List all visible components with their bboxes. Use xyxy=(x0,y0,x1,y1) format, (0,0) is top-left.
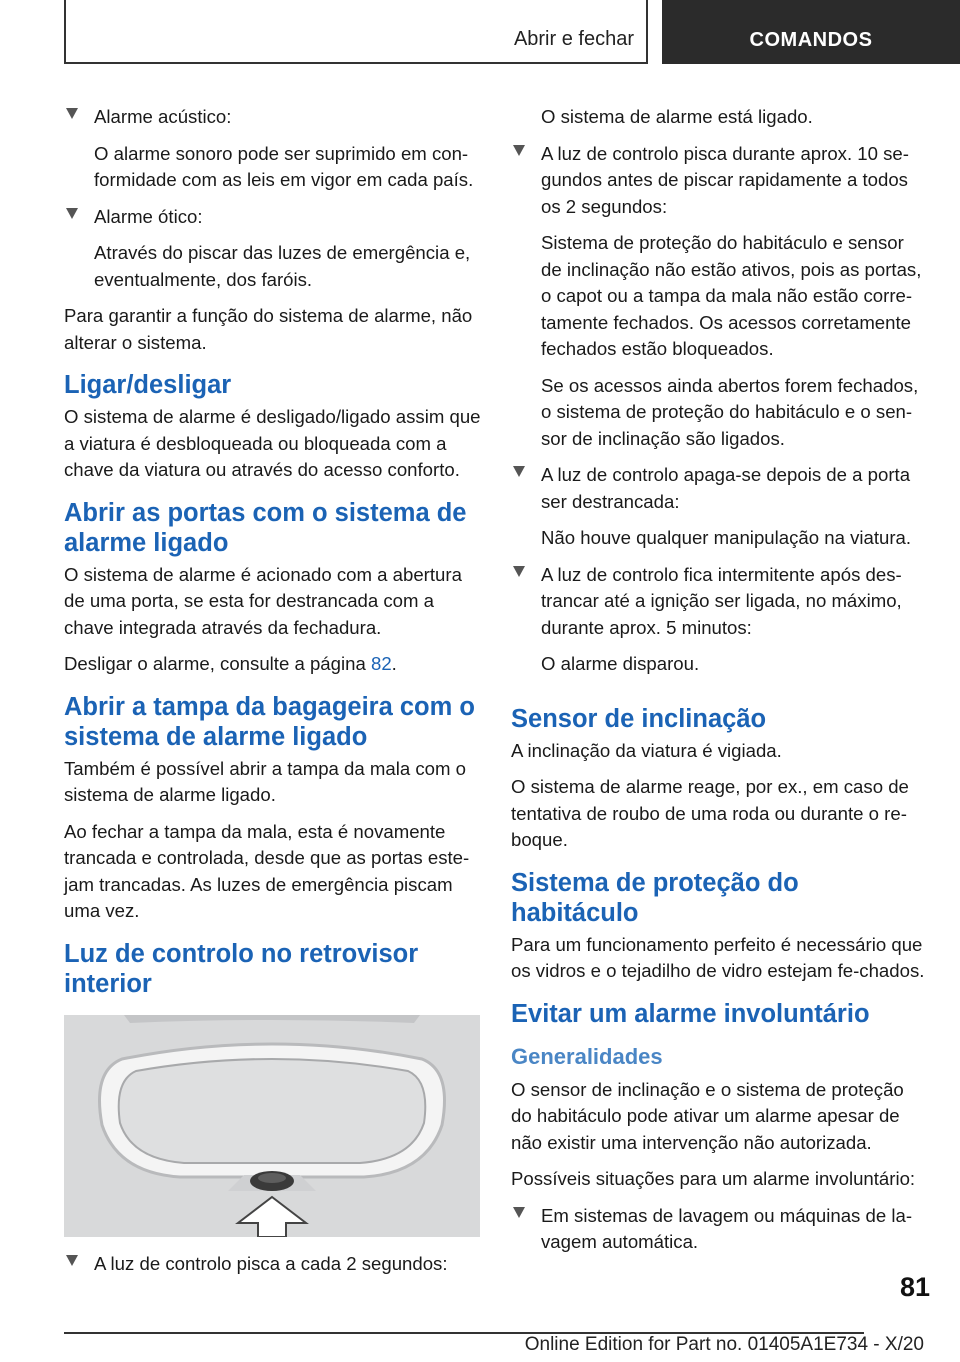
reference-suffix: . xyxy=(391,653,397,674)
paragraph: O sistema de alarme é desligado/ligado assim que a viatura é desbloqueada ou bloqueada com a chave da viatura ou através do acesso conforto. xyxy=(64,406,481,480)
header-section-title: Abrir e fechar xyxy=(513,28,634,50)
bullet-acoustic-alarm xyxy=(64,104,482,131)
page-link[interactable]: 82 xyxy=(370,653,392,674)
triangle-bullet-icon xyxy=(66,108,78,119)
paragraph: Possíveis situações para um alarme involuntário: xyxy=(511,1168,916,1189)
bullet-optical-alarm xyxy=(64,204,482,231)
triangle-bullet-icon xyxy=(66,1255,78,1266)
paragraph: Para garantir a função do sistema de alarme, não alterar o sistema. xyxy=(64,305,473,353)
heading-interior-protection: Sistema de proteção do habitáculo xyxy=(511,868,799,927)
heading-on-off: Ligar/desligar xyxy=(64,371,232,399)
paragraph-page-reference xyxy=(64,651,482,678)
paragraph: O sistema de alarme é acionado com a abertura de uma porta, se esta for destrancada com a chave integrada através da fechadura. xyxy=(64,563,462,638)
page-number: 81 xyxy=(899,1272,930,1302)
bullet-body: O alarme sonoro pode ser suprimido em con-formidade com as leis em vigor em cada país. xyxy=(94,142,474,190)
heading-avoid-false-alarm: Evitar um alarme involuntário xyxy=(511,999,870,1028)
bullet-title: Alarme ótico: xyxy=(94,205,203,227)
bullet-body: Sistema de proteção do habitáculo e sensor de inclinação não estão ativos, pois as portas, o capot ou a tampa da mala não estão corre-tamente fechados. Os acessos corretamente fechados estão bloqueados. xyxy=(541,232,922,359)
bullet-body: Se os acessos ainda abertos forem fechados, o sistema de proteção do habitáculo e o sen-sor de inclinação são ligados. xyxy=(541,374,919,449)
paragraph: Para um funcionamento perfeito é necessário que os vidros e o tejadilho de vidro estejam fe-chados. xyxy=(511,933,925,981)
rearview-mirror-illustration xyxy=(64,1015,480,1237)
bullet-text: A luz de controlo pisca a cada 2 segundos: xyxy=(94,1252,448,1274)
reference-text: Desligar o alarme, consulte a página xyxy=(64,653,366,674)
footer-edition: Online Edition for Part no. 01405A1E734 - X/20 xyxy=(524,1334,924,1355)
right-column xyxy=(511,104,926,1266)
heading-open-trunk: Abrir a tampa da bagageira com o sistema de alarme ligado xyxy=(64,692,475,751)
subheading-general: Generalidades xyxy=(511,1043,663,1069)
bullet-light-off xyxy=(511,462,926,515)
bullet-light-flashing xyxy=(511,562,926,642)
bullet-blink-2s xyxy=(64,1251,482,1278)
header-chapter-tab: COMANDOS xyxy=(662,0,960,64)
paragraph: A inclinação da viatura é vigiada. xyxy=(511,739,782,761)
paragraph: O sistema de alarme reage, por ex., em caso de tentativa de roubo de uma roda ou durante o re-boque. xyxy=(511,776,909,850)
bullet-text: A luz de controlo apaga-se depois de a porta ser destrancada: xyxy=(541,464,911,512)
heading-tilt-sensor: Sensor de inclinação xyxy=(511,704,767,733)
bullet-blink-10s xyxy=(511,141,926,221)
heading-open-doors: Abrir as portas com o sistema de alarme ligado xyxy=(64,498,467,557)
bullet-text: Em sistemas de lavagem ou máquinas de la-vagem automática. xyxy=(541,1204,913,1252)
triangle-bullet-icon xyxy=(66,208,78,219)
bullet-car-wash xyxy=(511,1203,926,1256)
paragraph: Ao fechar a tampa da mala, esta é novamente trancada e controlada, desde que as portas este-jam trancadas. As luzes de emergência piscam uma vez. xyxy=(64,820,470,921)
triangle-bullet-icon xyxy=(513,466,525,477)
bullet-text: A luz de controlo fica intermitente após des-trancar até a ignição ser ligada, no máximo, durante aprox. 5 minutos: xyxy=(541,563,902,638)
heading-control-light: Luz de controlo no retrovisor interior xyxy=(64,939,419,998)
bullet-title: Alarme acústico: xyxy=(94,106,232,127)
bullet-body: O sistema de alarme está ligado. xyxy=(541,106,813,127)
triangle-bullet-icon xyxy=(513,145,525,156)
bullet-text: A luz de controlo pisca durante aprox. 10 se-gundos antes de piscar rapidamente a todos os 2 segundos: xyxy=(541,142,909,217)
left-column xyxy=(64,104,482,1287)
bullet-body: Através do piscar das luzes de emergência e, eventualmente, dos faróis. xyxy=(94,242,471,290)
triangle-bullet-icon xyxy=(513,566,525,577)
paragraph: Também é possível abrir a tampa da mala com o sistema de alarme ligado. xyxy=(64,757,467,805)
bullet-body: O alarme disparou. xyxy=(541,653,700,674)
bullet-body: Não houve qualquer manipulação na viatura. xyxy=(541,527,912,548)
paragraph: O sensor de inclinação e o sistema de proteção do habitáculo pode ativar um alarme apesar de não existir uma intervenção não autorizada. xyxy=(511,1078,904,1153)
triangle-bullet-icon xyxy=(513,1207,525,1218)
